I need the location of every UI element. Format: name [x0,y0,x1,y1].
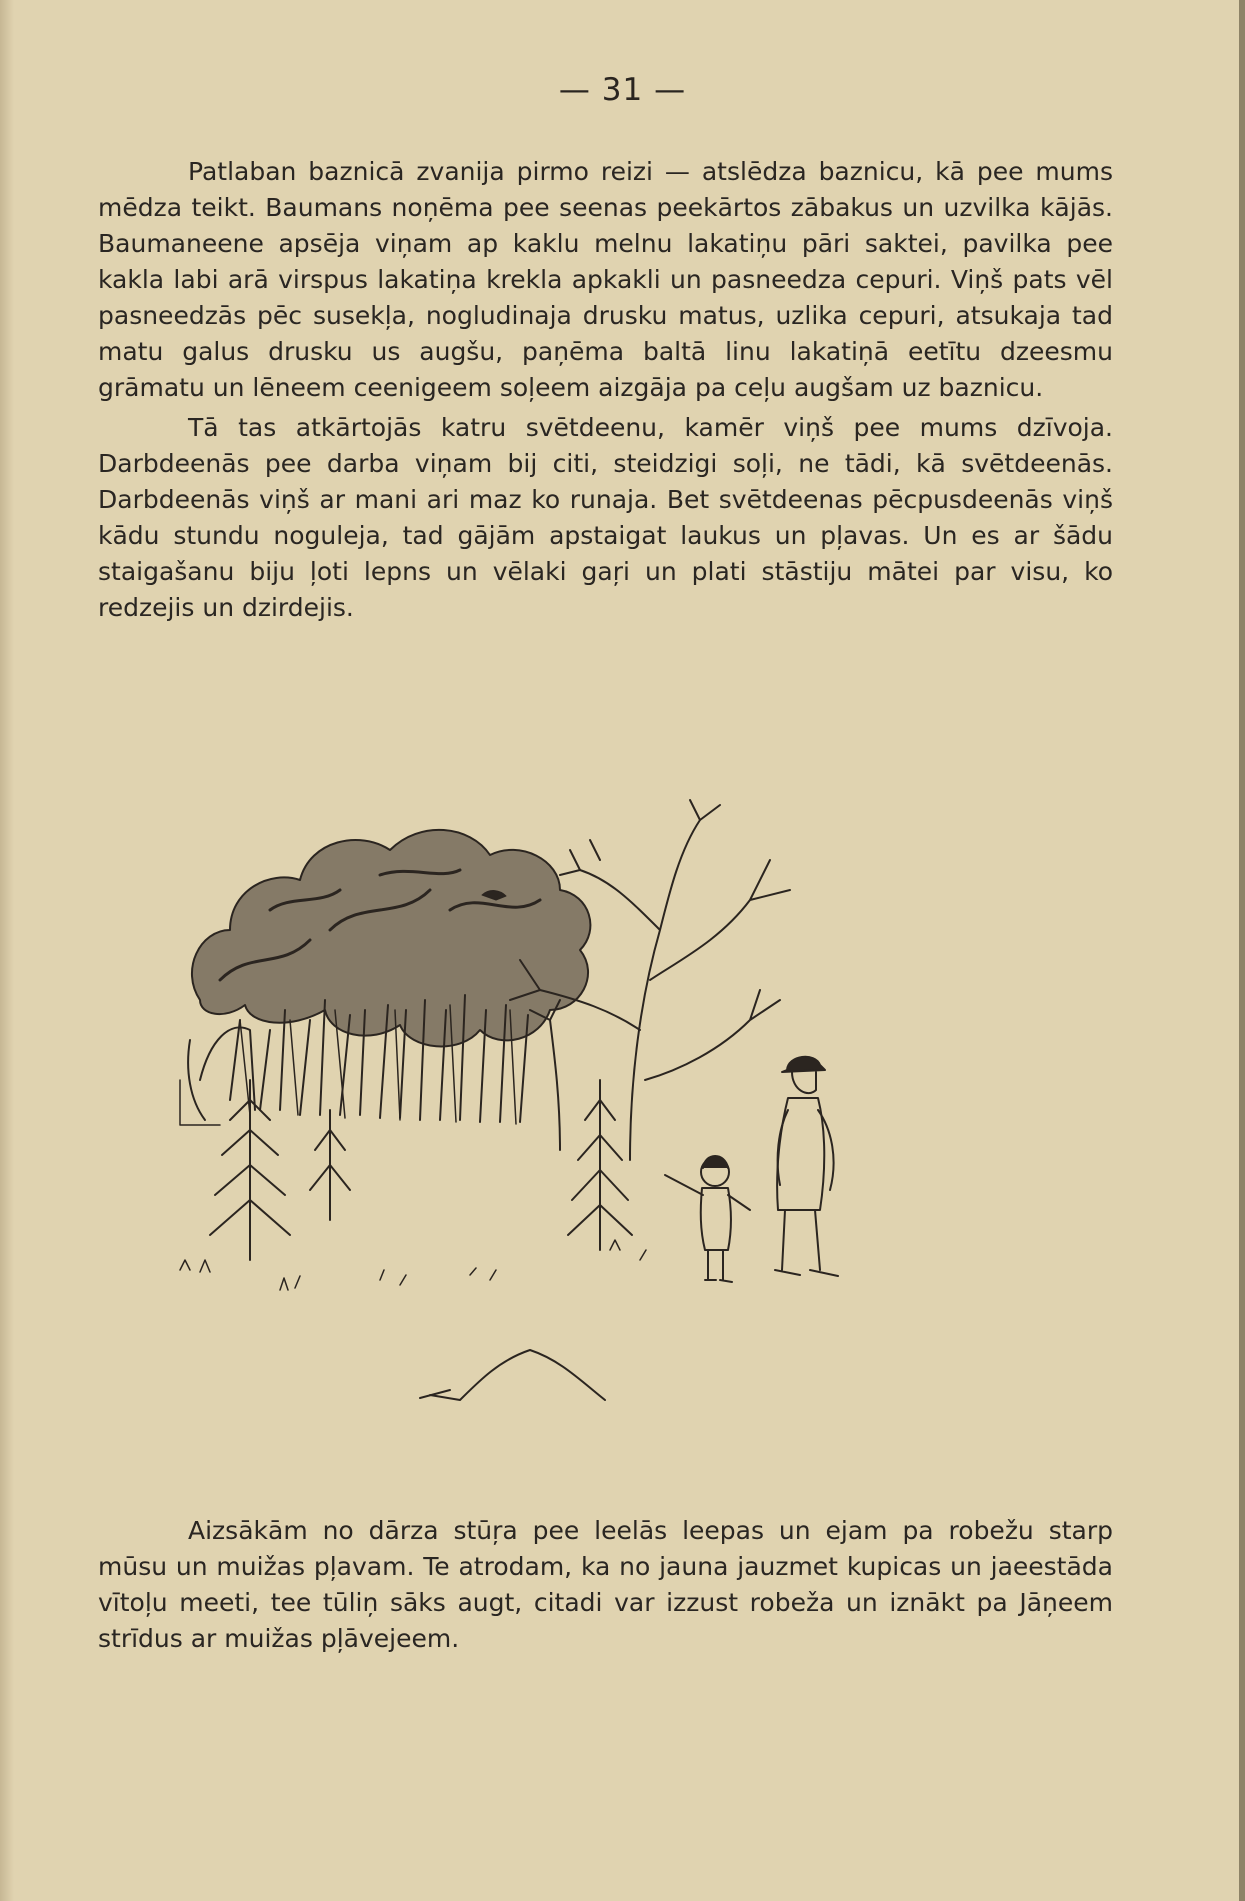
paragraph-2: Tā tas atkārtojās katru svētdeenu, kamēr viņš pee mums dzīvoja. Darbdeenās pee darba viņam bij citi, steidzigi soļi, ne tādi, kā svētdeenās. Darbdeenās viņš ar mani ari maz ko runaja. Bet svētdeenas pēcpusdeenās viņš kādu stundu noguleja, tad gājām apstaigat laukus un pļavas. Un es ar šādu staigašanu biju ļoti lepns un vēlaki gaŗi un plati stāstiju mātei par visu, ko redzejis un dzirdejis. [98,413,1113,622]
paragraph-3: Aizsākām no dārza stūŗa pee leelās leepas un ejam pa robežu starp mūsu un muižas pļavam. Te atrodam, ka no jauna jauzmet kupicas un jaeestāda vītoļu meeti, tee tūliņ sāks augt, citadi var izzust robeža un iznākt pa Jāņeem strīdus ar muižas pļāvejeem. [98,1516,1113,1653]
ground-tufts [180,1240,646,1400]
paragraph-1: Patlaban baznicā zvanija pirmo reizi — atslēdza baznicu, kā pee mums mēdza teikt. Baumans noņēma pee seenas peekārtos zābakus un uzvilka kājās. Baumaneene apsēja viņam ap kaklu melnu lakatiņu pāri saktei, pavilka pee kakla labi arā virspus lakatiņa krekla apkakli un pasneedza cepuri. Viņš pats vēl pasneedzās pēc susekļa, nogludinaja drusku matus, uzlika cepuri, atsukaja tad matu galus drusku us augšu, paņēma baltā linu lakatiņā eetītu dzeesmu grāmatu un lēneem ceenigeem soļeem aizgāja pa ceļu augšam uz baznicu. [98,157,1113,402]
forest-illustration [160,780,1040,1460]
child-figure [665,1156,750,1282]
text-block-bottom [98,1513,1113,1657]
page-number: — 31 — [558,72,687,108]
man-figure [775,1057,838,1276]
text-block-top [98,154,1113,626]
leafy-tree [192,830,590,1047]
